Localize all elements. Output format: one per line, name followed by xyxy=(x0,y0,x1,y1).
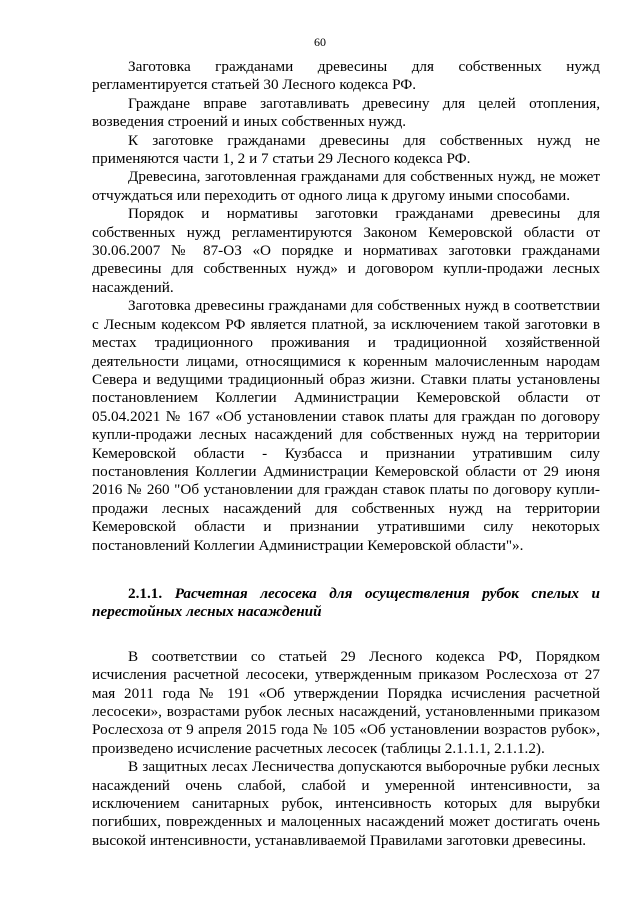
paragraph: Заготовка гражданами древесины для собственных нужд регламентируется статьей 30 Лесного кодекса РФ. xyxy=(92,58,600,94)
paragraph: Заготовка древесины гражданами для собственных нужд в соответствии с Лесным кодексом РФ является платной, за исключением такой заготовки в местах традиционного проживания и традиционной хозяйственной деятельности лицами, относящимися к коренным малочисленным народам Севера и ведущими традиционный образ жизни. Ставки платы установлены постановлением Коллегии Администрации Кемеровской области от 05.04.2021 № 167 «Об установлении ставок платы для граждан по договору купли-продажи лесных насаждений для собственных нужд на территории Кемеровской области - Кузбасса и признании утратившим силу постановления Коллегии Администрации Кемеровской области от 29 июня 2016 № 260 "Об установлении для граждан ставок платы по договору купли-продажи лесных насаждений для собственных нужд на территории Кемеровской области и признании утратившими силу некоторых постановлений Коллегии Администрации Кемеровской области"». xyxy=(92,297,600,554)
paragraph: Порядок и нормативы заготовки гражданами древесины для собственных нужд регламентируются Законом Кемеровской области от 30.06.2007 № 87-ОЗ «О порядке и нормативах заготовки гражданами древесины для собственных нужд» и договором купли-продажи лесных насаждений. xyxy=(92,205,600,296)
section-heading-title: Расчетная лесосека для осуществления рубок спелых и перестойных лесных насаждений xyxy=(92,584,600,621)
paragraph: Древесина, заготовленная гражданами для собственных нужд, не может отчуждаться или переходить от одного лица к другому иными способами. xyxy=(92,168,600,204)
page-number: 60 xyxy=(314,35,326,49)
section-heading-number: 2.1.1. xyxy=(128,584,163,602)
page-body xyxy=(92,58,600,850)
section-heading xyxy=(92,585,600,622)
paragraph: В защитных лесах Лесничества допускаются выборочные рубки лесных насаждений очень слабой, слабой и умеренной интенсивности, за исключением санитарных рубок, интенсивность которых для вырубки погибших, поврежденных и малоценных насаждений может достигать очень высокой интенсивности, устанавливаемой Правилами заготовки древесины. xyxy=(92,758,600,849)
paragraph: Граждане вправе заготавливать древесину для целей отопления, возведения строений и иных собственных нужд. xyxy=(92,94,600,131)
paragraph: В соответствии со статьей 29 Лесного кодекса РФ, Порядком исчисления расчетной лесосеки, утвержденным приказом Рослесхоза от 27 мая 2011 года № 191 «Об утверждении Порядка исчисления расчетной лесосеки», возрастами рубок лесных насаждений, установленными приказом Рослесхоза от 9 апреля 2015 года № 105 «Об установлении возрастов рубок», произведено исчисление расчетных лесосек (таблицы 2.1.1.1, 2.1.1.2). xyxy=(92,647,600,757)
paragraph: К заготовке гражданами древесины для собственных нужд не применяются части 1, 2 и 7 статьи 29 Лесного кодекса РФ. xyxy=(92,131,600,168)
